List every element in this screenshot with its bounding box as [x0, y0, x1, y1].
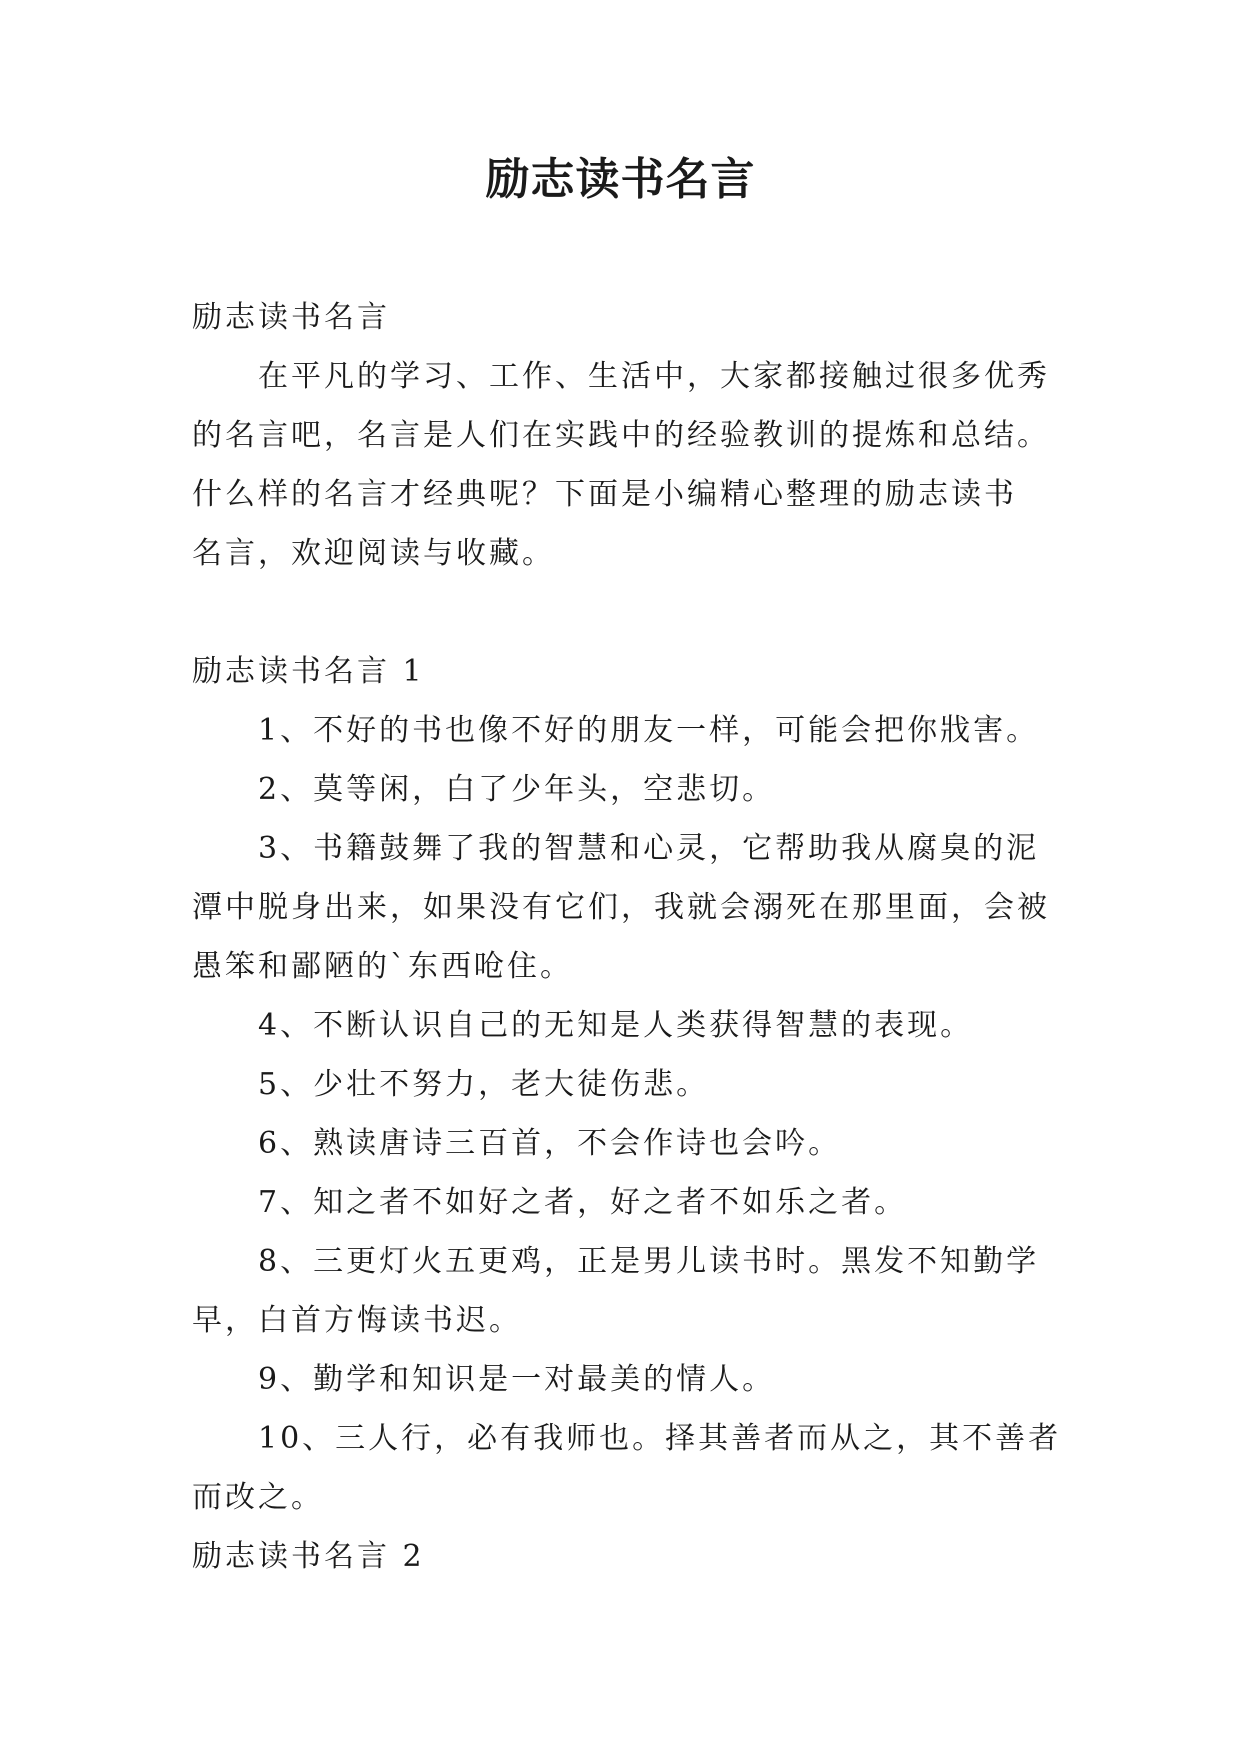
- quote-item: [192, 1350, 1054, 1409]
- section-heading-1: 励志读书名言 1: [192, 654, 425, 689]
- intro-line: 名言，欢迎阅读与收藏。: [192, 536, 555, 571]
- document-body: [192, 288, 1062, 1586]
- quote-item: [192, 819, 1054, 996]
- quote-item: [192, 1173, 1054, 1232]
- intro-line: 的名言吧，名言是人们在实践中的经验教训的提炼和总结。: [192, 418, 1050, 453]
- section-heading-2: 励志读书名言 2: [192, 1539, 425, 1574]
- quote-line: 而改之。: [192, 1480, 324, 1515]
- quote-line: 早，白首方悔读书迟。: [192, 1303, 522, 1338]
- quote-item: [192, 1055, 1054, 1114]
- quote-item: [192, 1232, 1054, 1350]
- quote-line: 2、莫等闲，白了少年头，空悲切。: [258, 772, 776, 807]
- intro-line: 什么样的名言才经典呢？下面是小编精心整理的励志读书: [192, 477, 1017, 512]
- quote-item: [192, 701, 1054, 760]
- quote-item: [192, 996, 1054, 1055]
- document-title: 励志读书名言: [485, 154, 756, 205]
- intro-paragraph: [192, 347, 1054, 583]
- intro-line: 在平凡的学习、工作、生活中，大家都接触过很多优秀: [258, 359, 1050, 394]
- quote-line: 4、不断认识自己的无知是人类获得智慧的表现。: [258, 1008, 974, 1043]
- quote-line: 10、三人行，必有我师也。择其善者而从之，其不善者: [258, 1421, 1062, 1456]
- quote-line: 6、熟读唐诗三百首，不会作诗也会吟。: [258, 1126, 842, 1161]
- quote-line: 7、知之者不如好之者，好之者不如乐之者。: [258, 1185, 908, 1220]
- subtitle: 励志读书名言: [192, 300, 390, 335]
- quote-item: [192, 1114, 1054, 1173]
- quote-line: 愚笨和鄙陋的`东西呛住。: [192, 949, 573, 984]
- quote-line: 1、不好的书也像不好的朋友一样，可能会把你戕害。: [258, 713, 1040, 748]
- quote-line: 8、三更灯火五更鸡，正是男儿读书时。黑发不知勤学: [258, 1244, 1040, 1279]
- quote-line: 潭中脱身出来，如果没有它们，我就会溺死在那里面，会被: [192, 890, 1050, 925]
- quote-line: 3、书籍鼓舞了我的智慧和心灵，它帮助我从腐臭的泥: [258, 831, 1040, 866]
- quote-line: 9、勤学和知识是一对最美的情人。: [258, 1362, 776, 1397]
- blank-line: [192, 583, 1054, 642]
- quote-item: [192, 1409, 1062, 1527]
- quote-item: [192, 760, 1054, 819]
- quote-line: 5、少壮不努力，老大徒伤悲。: [258, 1067, 710, 1102]
